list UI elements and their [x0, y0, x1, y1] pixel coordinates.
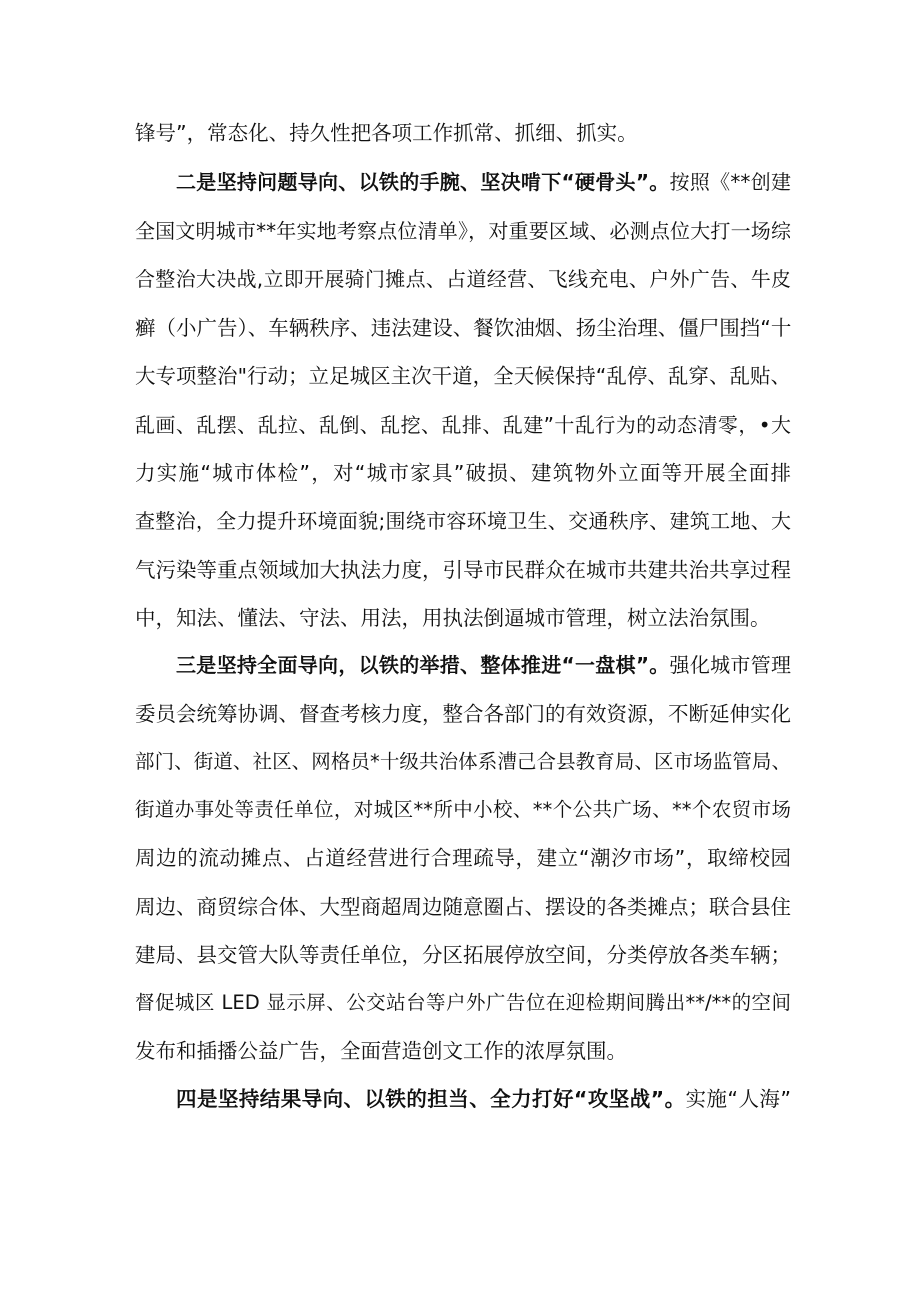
- paragraph-line: 发布和插播公益广告，全面营造创文工作的浓厚氛围。: [135, 1039, 627, 1063]
- paragraph-line: 查整治，全力提升环境面貌;围绕市容环境卫生、交通秩序、建筑工地、大: [135, 509, 791, 533]
- paragraph-text: 实施“人海”: [685, 1087, 791, 1111]
- paragraph-line: 合整治大决战,立即开展骑门摊点、占道经营、飞线充电、户外广告、牛皮: [135, 267, 791, 291]
- paragraph-first-line: [176, 167, 791, 197]
- paragraph-first-line: [176, 650, 791, 680]
- paragraph-text: 强化城市管理: [669, 653, 791, 677]
- paragraph-line: 部门、街道、社区、网格员*十级共治体系漕己合县教育局、区市场监管局、: [135, 750, 791, 773]
- paragraph-line: 全国文明城市**年实地考察点位清单》，对重要区域、必测点位大打一场综: [135, 219, 791, 243]
- paragraph-line: 周边、商贸综合体、大型商超周边随意圈占、摆设的各类摊点；联合县住: [135, 895, 791, 919]
- paragraph-lead-heading: 三是坚持全面导向，以铁的举措、整体推进“一盘棋”。: [176, 653, 670, 677]
- paragraph-line: 委员会统筹协调、督查考核力度，整合各部门的有效资源，不断延伸实化: [135, 702, 791, 726]
- paragraph-lead-heading: 二是坚持问题导向、以铁的手腕、坚决啃下“硬骨头”。: [176, 170, 670, 194]
- paragraph-line: 周边的流动摊点、占道经营进行合理疏导，建立“潮汐市场”，取缔校园: [135, 846, 791, 870]
- paragraph-line: 建局、县交管大队等责任单位，分区拓展停放空间，分类停放各类车辆；: [135, 943, 791, 967]
- paragraph-line: 锋号”，常态化、持久性把各项工作抓常、抓细、抓实。: [135, 121, 638, 145]
- paragraph-lead-heading: 四是坚持结果导向、以铁的担当、全力打好“攻坚战”。: [176, 1087, 686, 1111]
- paragraph-line: 督促城区 LED 显示屏、公交站台等户外广告位在迎检期间腾出**/**的空间: [135, 991, 791, 1014]
- paragraph-line: 乱画、乱摆、乱拉、乱倒、乱挖、乱排、乱建”十乱行为的动态清零，•大: [135, 413, 791, 437]
- paragraph-line: 大专项整治"行动；立足城区主次干道，全天候保持“乱停、乱穿、乱贴、: [135, 364, 791, 388]
- paragraph-line: 街道办事处等责任单位，对城区**所中小校、**个公共广场、**个农贸市场: [135, 798, 791, 821]
- paragraph-line: 气污染等重点领域加大执法力度，引导市民群众在城市共建共治共享过程: [135, 558, 791, 582]
- paragraph-line: 力实施“城市体检”，对“城市家具”破损、建筑物外立面等开展全面排: [135, 461, 791, 485]
- paragraph-line: 中，知法、懂法、守法、用法，用执法倒逼城市管理，树立法治氛围。: [135, 606, 771, 630]
- paragraph-first-line: [176, 1084, 791, 1114]
- paragraph-text: 按照《**创建: [669, 170, 791, 194]
- paragraph-line: 癣（小广告）、车辆秩序、违法建设、餐饮油烟、扬尘治理、僵尸围挡“十: [135, 316, 792, 340]
